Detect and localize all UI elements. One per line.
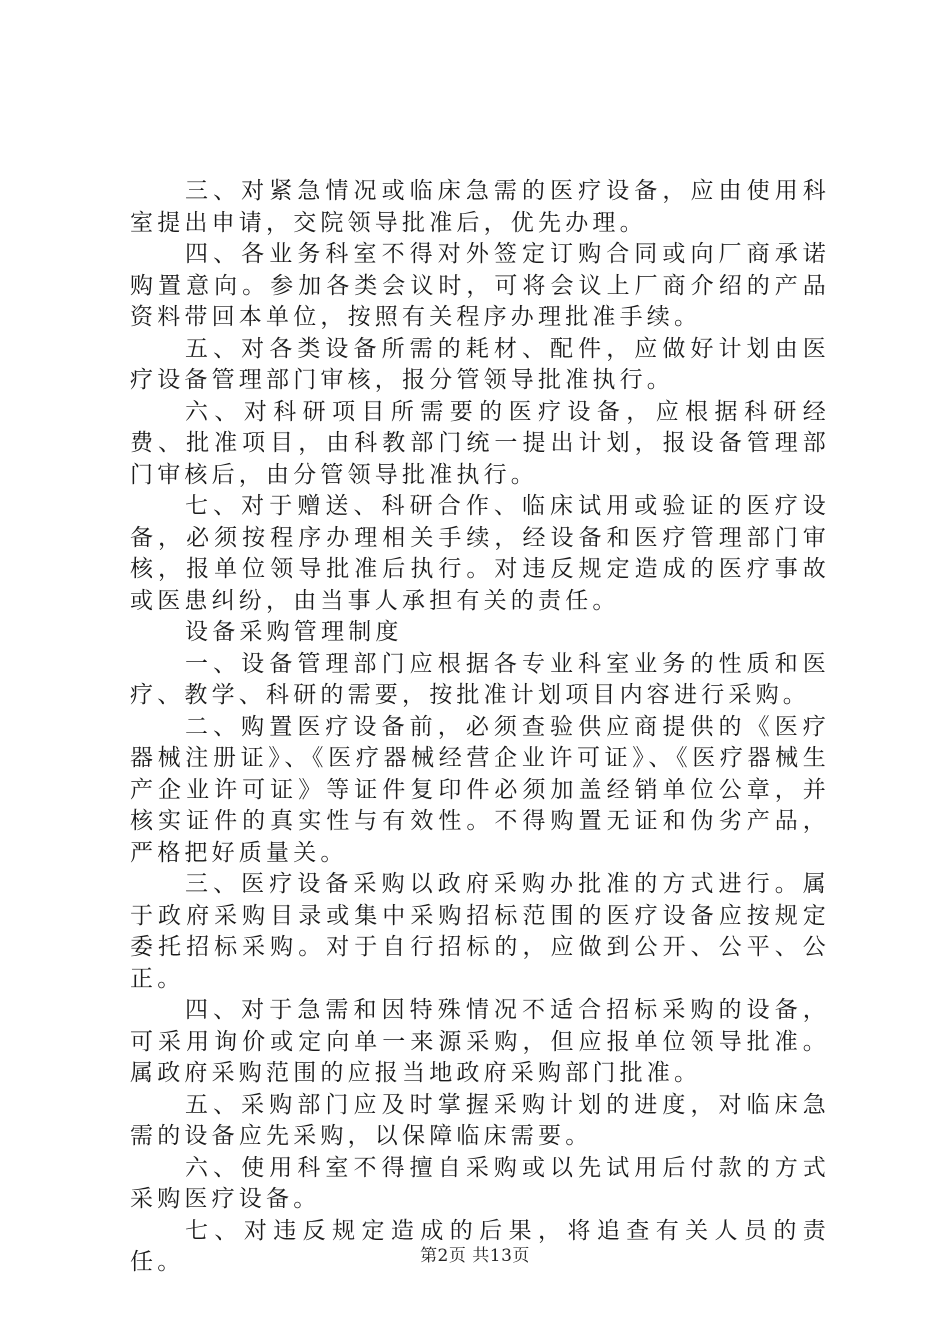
paragraph-procurement-2: 二、购置医疗设备前，必须查验供应商提供的《医疗器械注册证》、《医疗器械经营企业许可证》、《医疗器械生产企业许可证》等证件复印件必须加盖经销单位公章，并核实证件的真实性与有效性。不得购置无证和伪劣产品，严格把好质量关。 [130,713,830,866]
paragraph-donated-equipment: 七、对于赠送、科研合作、临床试用或验证的医疗设备，必须按程序办理相关手续，经设备和医疗管理部门审核，报单位领导批准后执行。对违反规定造成的医疗事故或医患纠纷，由当事人承担有关的责任。 [130,493,830,614]
paragraph-procurement-1: 一、设备管理部门应根据各专业科室业务的性质和医疗、教学、科研的需要，按批准计划项目内容进行采购。 [130,650,830,708]
paragraph-emergency-equipment: 三、对紧急情况或临床急需的医疗设备，应由使用科室提出申请，交院领导批准后，优先办理。 [130,178,830,236]
paragraph-procurement-6: 六、使用科室不得擅自采购或以先试用后付款的方式采购医疗设备。 [130,1154,830,1212]
paragraph-research-equipment: 六、对科研项目所需要的医疗设备，应根据科研经费、批准项目，由科教部门统一提出计划，报设备管理部门审核后，由分管领导批准执行。 [130,398,830,488]
paragraph-procurement-5: 五、采购部门应及时掌握采购计划的进度，对临床急需的设备应先采购，以保障临床需要。 [130,1091,830,1149]
paragraph-consumables: 五、对各类设备所需的耗材、配件，应做好计划由医疗设备管理部门审核，报分管领导批准执行。 [130,335,830,393]
paragraph-no-external-contracts: 四、各业务科室不得对外签定订购合同或向厂商承诺购置意向。参加各类会议时，可将会议上厂商介绍的产品资料带回本单位，按照有关程序办理批准手续。 [130,241,830,330]
paragraph-procurement-3: 三、医疗设备采购以政府采购办批准的方式进行。属于政府采购目录或集中采购招标范围的医疗设备应按规定委托招标采购。对于自行招标的，应做到公开、公平、公正。 [130,871,830,992]
paragraph-procurement-4: 四、对于急需和因特殊情况不适合招标采购的设备，可采用询价或定向单一来源采购，但应报单位领导批准。属政府采购范围的应报当地政府采购部门批准。 [130,997,830,1086]
paragraph-procurement-7: 七、对违反规定造成的后果，将追查有关人员的责任。 [130,1217,830,1275]
document-body [130,176,830,1279]
page-number-footer: 第2页 共13页 [420,1246,530,1266]
section-heading-procurement: 设备采购管理制度 [185,619,403,645]
